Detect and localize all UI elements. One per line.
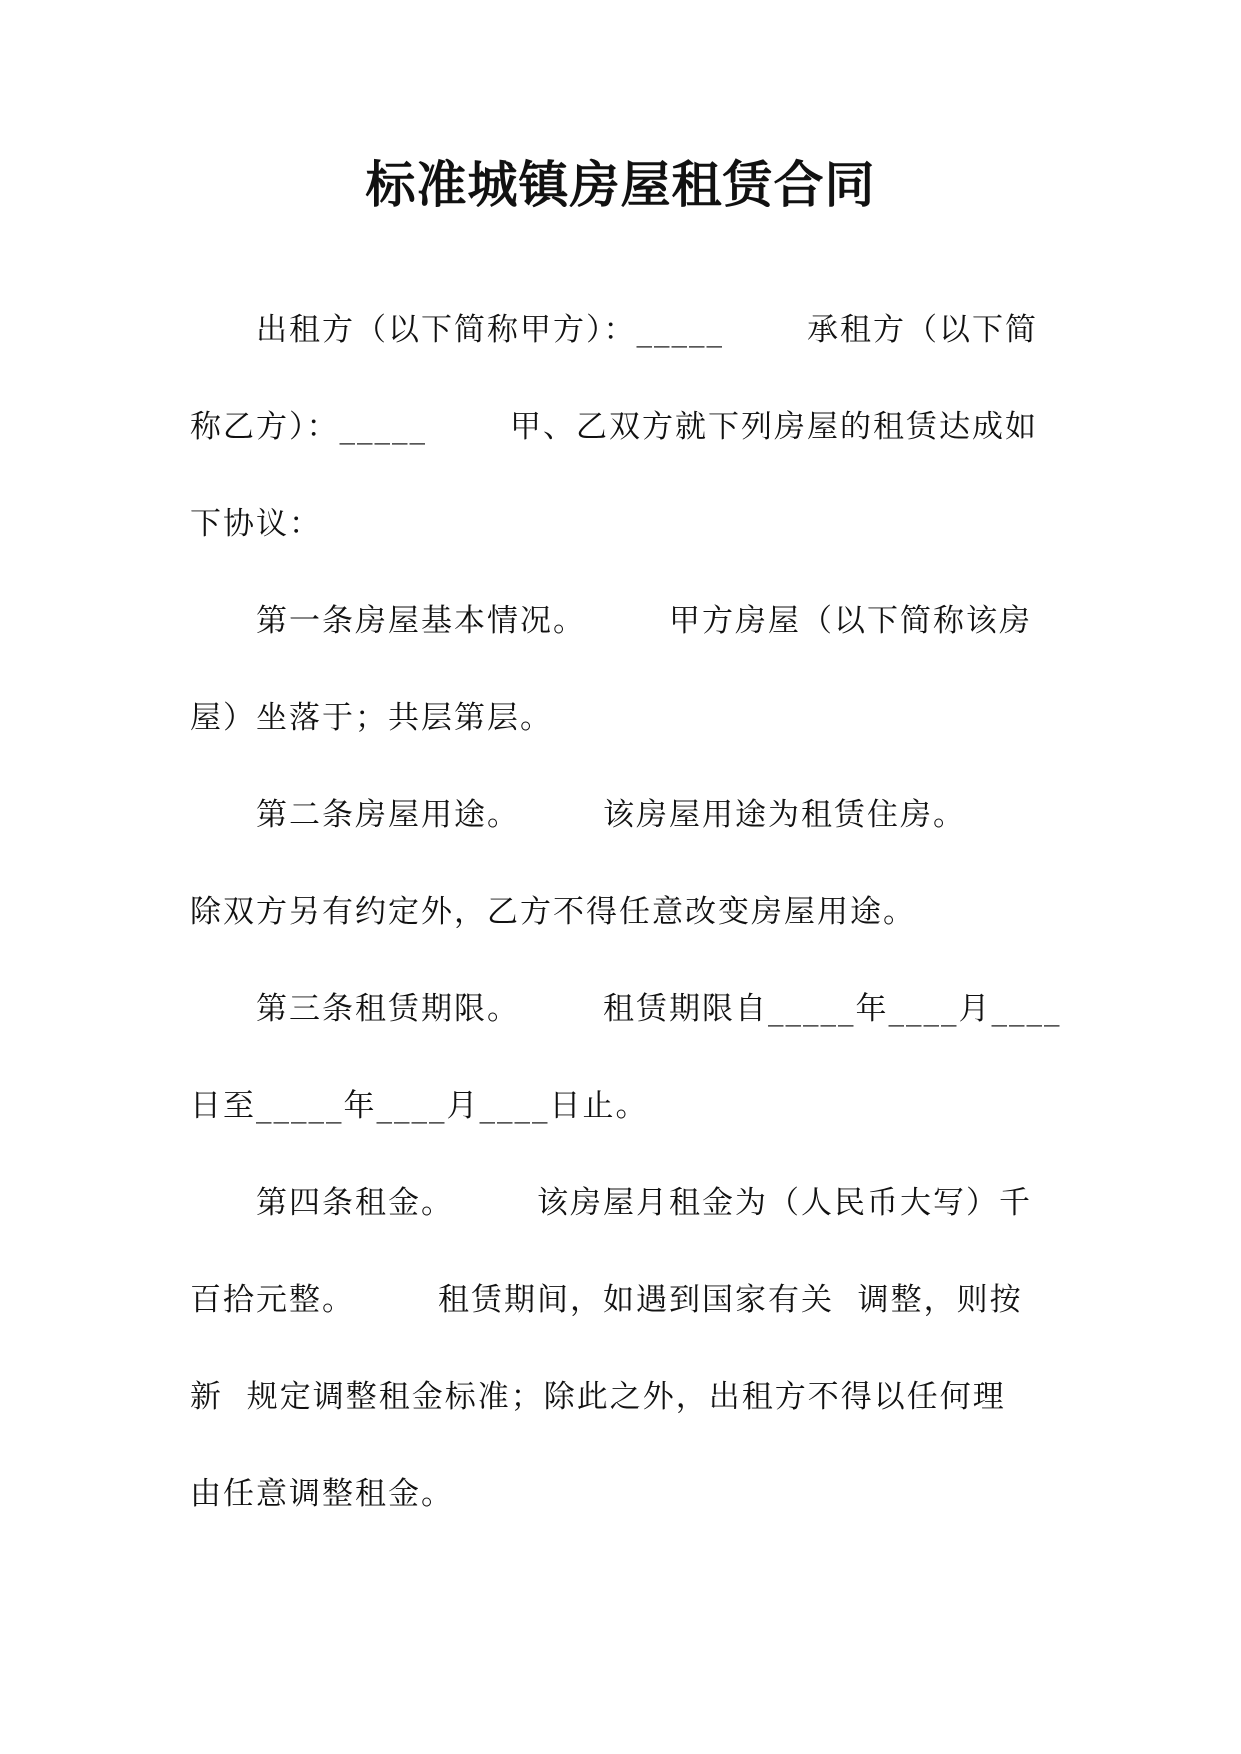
paragraph-line: 由任意调整租金。 [190,1476,454,1512]
paragraph-line: 第四条租金。 该房屋月租金为（人民币大写）千 [256,1185,1032,1221]
paragraph-line: 日至_____年____月____日止。 [190,1088,649,1124]
paragraph-line: 百拾元整。 租赁期间，如遇到国家有关 调整，则按 [190,1282,1023,1318]
document-title: 标准城镇房屋租赁合同 [365,156,876,214]
paragraph-line: 除双方另有约定外，乙方不得任意改变房屋用途。 [190,894,916,930]
paragraph-line: 屋）坐落于；共层第层。 [190,700,553,736]
paragraph-line: 第二条房屋用途。 该房屋用途为租赁住房。 [256,797,966,833]
paragraph-line: 新 规定调整租金标准；除此之外，出租方不得以任何理 [190,1379,1006,1415]
paragraph-line: 出租方（以下简称甲方）：_____ 承租方（以下简 [256,312,1038,348]
paragraph-line: 第一条房屋基本情况。 甲方房屋（以下简称该房 [256,603,1032,639]
paragraph-line: 第三条租赁期限。 租赁期限自_____年____月____ [256,991,1062,1027]
paragraph-line: 称乙方）：_____ 甲、乙双方就下列房屋的租赁达成如 [190,409,1038,445]
paragraph-line: 下协议： [190,506,322,542]
